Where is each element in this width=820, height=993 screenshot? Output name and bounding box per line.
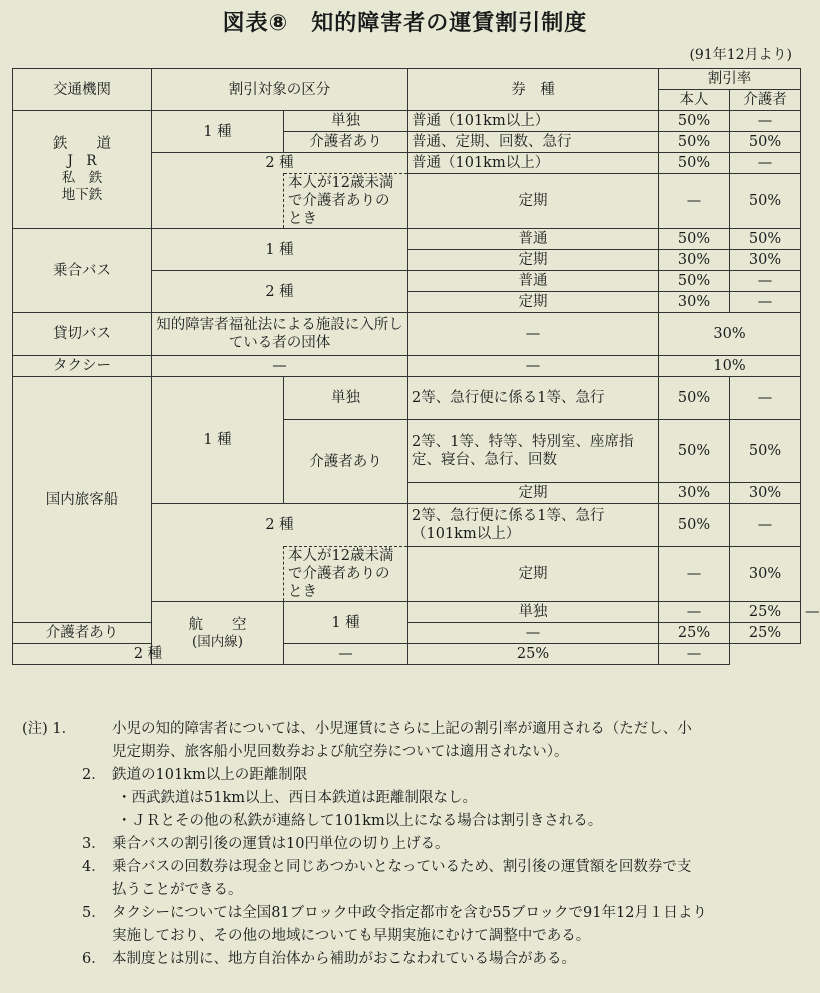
air-r3-ticket: —	[284, 644, 408, 665]
ship-child: 本人が12歳未満で介護者ありのとき	[284, 547, 408, 602]
rail-r1-care: —	[730, 111, 801, 132]
air-r2-self: 25%	[659, 623, 730, 644]
note-6-num: 6．	[82, 951, 106, 967]
rail-withcare: 介護者あり	[284, 132, 408, 153]
air-r3-self: 25%	[408, 644, 659, 665]
air-sub: (国内線)	[191, 633, 244, 650]
rail-r1-ticket: 普通（101km以上）	[408, 111, 659, 132]
ship-r2-self: 50%	[659, 420, 730, 483]
ship-withcare: 介護者あり	[284, 420, 408, 504]
rail-r3-care: —	[730, 153, 801, 174]
air-r2-care: 25%	[730, 623, 801, 644]
taxi-target: —	[152, 356, 408, 377]
bus-r4-ticket: 定期	[408, 292, 659, 313]
taxi-rate: 10%	[659, 356, 801, 377]
rail-r2-ticket: 普通、定期、回数、急行	[408, 132, 659, 153]
taxi-ticket: —	[408, 356, 659, 377]
bus-r1-care: 50%	[730, 229, 801, 250]
note-1	[22, 718, 802, 741]
note-label: (注) 1．	[22, 721, 77, 737]
effective-date: (91年12月より)	[689, 47, 792, 63]
bus-r4-care: —	[730, 292, 801, 313]
ship-r2-care: 50%	[730, 420, 801, 483]
note-2	[22, 764, 802, 787]
fare-discount-table: 交通機関 割引対象の区分 券 種 割引率 本人 介護者 鉄 道 J R 私 鉄 地下鉄 1 種 単独 普通（101km以上） 50% — 介護者あり 普通、定期、回数、急行 50% 50% 2 種 普通（101km以上） 50% — 本人が12歳未満で介護者ありのとき 定期 — 50% 乗合バス 1 種 普通 50% 50% 定期 30% 30% 2 種 普通 50% — 定期 30% — 貸切バス 知的障害者福祉法による施設に入所している者の団体 — 30% タクシー — — 10% 国内旅客船 1 種 単独 2等、急行便に係る1等、急行 50% — 介護者あり 2等、1等、特等、特別室、座席指定、寝台、急行、回数 50% 50% 定期 30% 30% 2 種 2等、急行便に係る1等、急行（101km以上） 50% — 本人が12歳未満で介護者ありのとき 定期 — 30% 航 空 (国内線) 1 種 単独 — 25% — 介護者あり — 25% 25% 2 種 — 25% —	[12, 68, 801, 665]
bus-type1: 1 種	[152, 229, 408, 271]
note-2b: ・ＪＲとその他の私鉄が連絡して101km以上になる場合は割引きされる。	[117, 813, 603, 829]
header-rate-caregiver: 介護者	[730, 90, 801, 111]
note-2-text: 鉄道の101km以上の距離制限	[112, 767, 308, 783]
bus-r3-self: 50%	[659, 271, 730, 292]
charter-label: 貸切バス	[13, 313, 152, 356]
note-5	[22, 902, 802, 925]
ship-alone: 単独	[284, 377, 408, 420]
charter-rate: 30%	[659, 313, 801, 356]
ship-r3-ticket: 定期	[408, 483, 659, 504]
rail-r3-ticket: 普通（101km以上）	[408, 153, 659, 174]
header-ticket: 券 種	[408, 69, 659, 111]
rail-type2: 2 種	[152, 153, 408, 174]
bus-r4-self: 30%	[659, 292, 730, 313]
header-rate-self: 本人	[659, 90, 730, 111]
bus-label: 乗合バス	[13, 229, 152, 313]
notes-section	[22, 718, 802, 971]
rail-label-cell	[13, 111, 152, 229]
bus-r3-ticket: 普通	[408, 271, 659, 292]
bus-r2-ticket: 定期	[408, 250, 659, 271]
note-6-text: 本制度とは別に、地方自治体から補助がおこなわれている場合がある。	[112, 951, 576, 967]
rail-r4-ticket: 定期	[408, 174, 659, 229]
note-2-num: 2．	[82, 767, 106, 783]
rail-r2-care: 50%	[730, 132, 801, 153]
note-3	[22, 833, 802, 856]
note-4b: 払うことができる。	[112, 882, 243, 898]
ship-r5-care: 30%	[730, 547, 801, 602]
note-3-text: 乗合バスの割引後の運賃は10円単位の切り上げる。	[112, 836, 450, 852]
note-5-num: 5．	[82, 905, 106, 921]
ship-label: 国内旅客船	[13, 377, 152, 623]
air-r1-self: 25%	[730, 602, 801, 623]
rail-r1-self: 50%	[659, 111, 730, 132]
air-type2: 2 種	[13, 644, 284, 665]
rail-sub-subway: 地下鉄	[61, 187, 103, 203]
bus-r2-self: 30%	[659, 250, 730, 271]
rail-r2-self: 50%	[659, 132, 730, 153]
note-4	[22, 856, 802, 879]
air-alone: 単独	[408, 602, 659, 623]
ship-r4-ticket: 2等、急行便に係る1等、急行（101km以上）	[408, 504, 659, 547]
ship-r3-care: 30%	[730, 483, 801, 504]
charter-ticket: —	[408, 313, 659, 356]
note-6	[22, 948, 802, 971]
rail-label: 鉄 道	[53, 136, 111, 152]
ship-r5-self: —	[659, 547, 730, 602]
bus-r1-self: 50%	[659, 229, 730, 250]
ship-type2: 2 種	[152, 504, 408, 547]
bus-r1-ticket: 普通	[408, 229, 659, 250]
air-r3-care: —	[659, 644, 730, 665]
header-transport: 交通機関	[13, 69, 152, 111]
rail-child: 本人が12歳未満で介護者ありのとき	[284, 174, 408, 229]
taxi-label: タクシー	[13, 356, 152, 377]
note-1a: 小児の知的障害者については、小児運賃にさらに上記の割引率が適用される（ただし、小	[112, 721, 692, 737]
rail-blank	[152, 174, 284, 229]
air-type1: 1 種	[284, 602, 408, 644]
air-withcare: 介護者あり	[13, 623, 152, 644]
note-4a: 乗合バスの回数券は現金と同じあつかいとなっているため、割引後の運賃額を回数券で支	[112, 859, 692, 875]
page-title: 図表⑧ 知的障害者の運賃割引制度	[222, 11, 588, 36]
rail-sub-jr: J R	[67, 153, 97, 169]
ship-r5-ticket: 定期	[408, 547, 659, 602]
ship-r2-ticket: 2等、1等、特等、特別室、座席指定、寝台、急行、回数	[408, 420, 659, 483]
note-4-num: 4．	[82, 859, 106, 875]
note-2a: ・西武鉄道は51km以上、西日本鉄道は距離制限なし。	[117, 790, 477, 806]
air-label: 航 空	[188, 616, 247, 633]
ship-r3-self: 30%	[659, 483, 730, 504]
rail-alone: 単独	[284, 111, 408, 132]
rail-r4-care: 50%	[730, 174, 801, 229]
ship-blank	[152, 547, 284, 602]
note-5a: タクシーについては全国81ブロック中政令指定都市を含む55ブロックで91年12月１日より	[112, 905, 707, 921]
ship-r4-self: 50%	[659, 504, 730, 547]
note-1b: 児定期券、旅客船小児回数券および航空券については適用されない）。	[112, 744, 569, 760]
bus-type2: 2 種	[152, 271, 408, 313]
ship-r1-self: 50%	[659, 377, 730, 420]
bus-r3-care: —	[730, 271, 801, 292]
ship-r1-ticket: 2等、急行便に係る1等、急行	[408, 377, 659, 420]
ship-r4-care: —	[730, 504, 801, 547]
bus-r2-care: 30%	[730, 250, 801, 271]
header-target: 割引対象の区分	[152, 69, 408, 111]
rail-type1: 1 種	[152, 111, 284, 153]
air-r2-ticket: —	[408, 623, 659, 644]
header-rate: 割引率	[659, 69, 801, 90]
note-3-num: 3．	[82, 836, 106, 852]
rail-r4-self: —	[659, 174, 730, 229]
rail-r3-self: 50%	[659, 153, 730, 174]
rail-sub-private: 私 鉄	[61, 170, 103, 186]
charter-target: 知的障害者福祉法による施設に入所している者の団体	[152, 313, 408, 356]
ship-type1: 1 種	[152, 377, 284, 504]
ship-r1-care: —	[730, 377, 801, 420]
note-5b: 実施しており、その他の地域についても早期実施にむけて調整中である。	[112, 928, 591, 944]
air-r1-ticket: —	[659, 602, 730, 623]
